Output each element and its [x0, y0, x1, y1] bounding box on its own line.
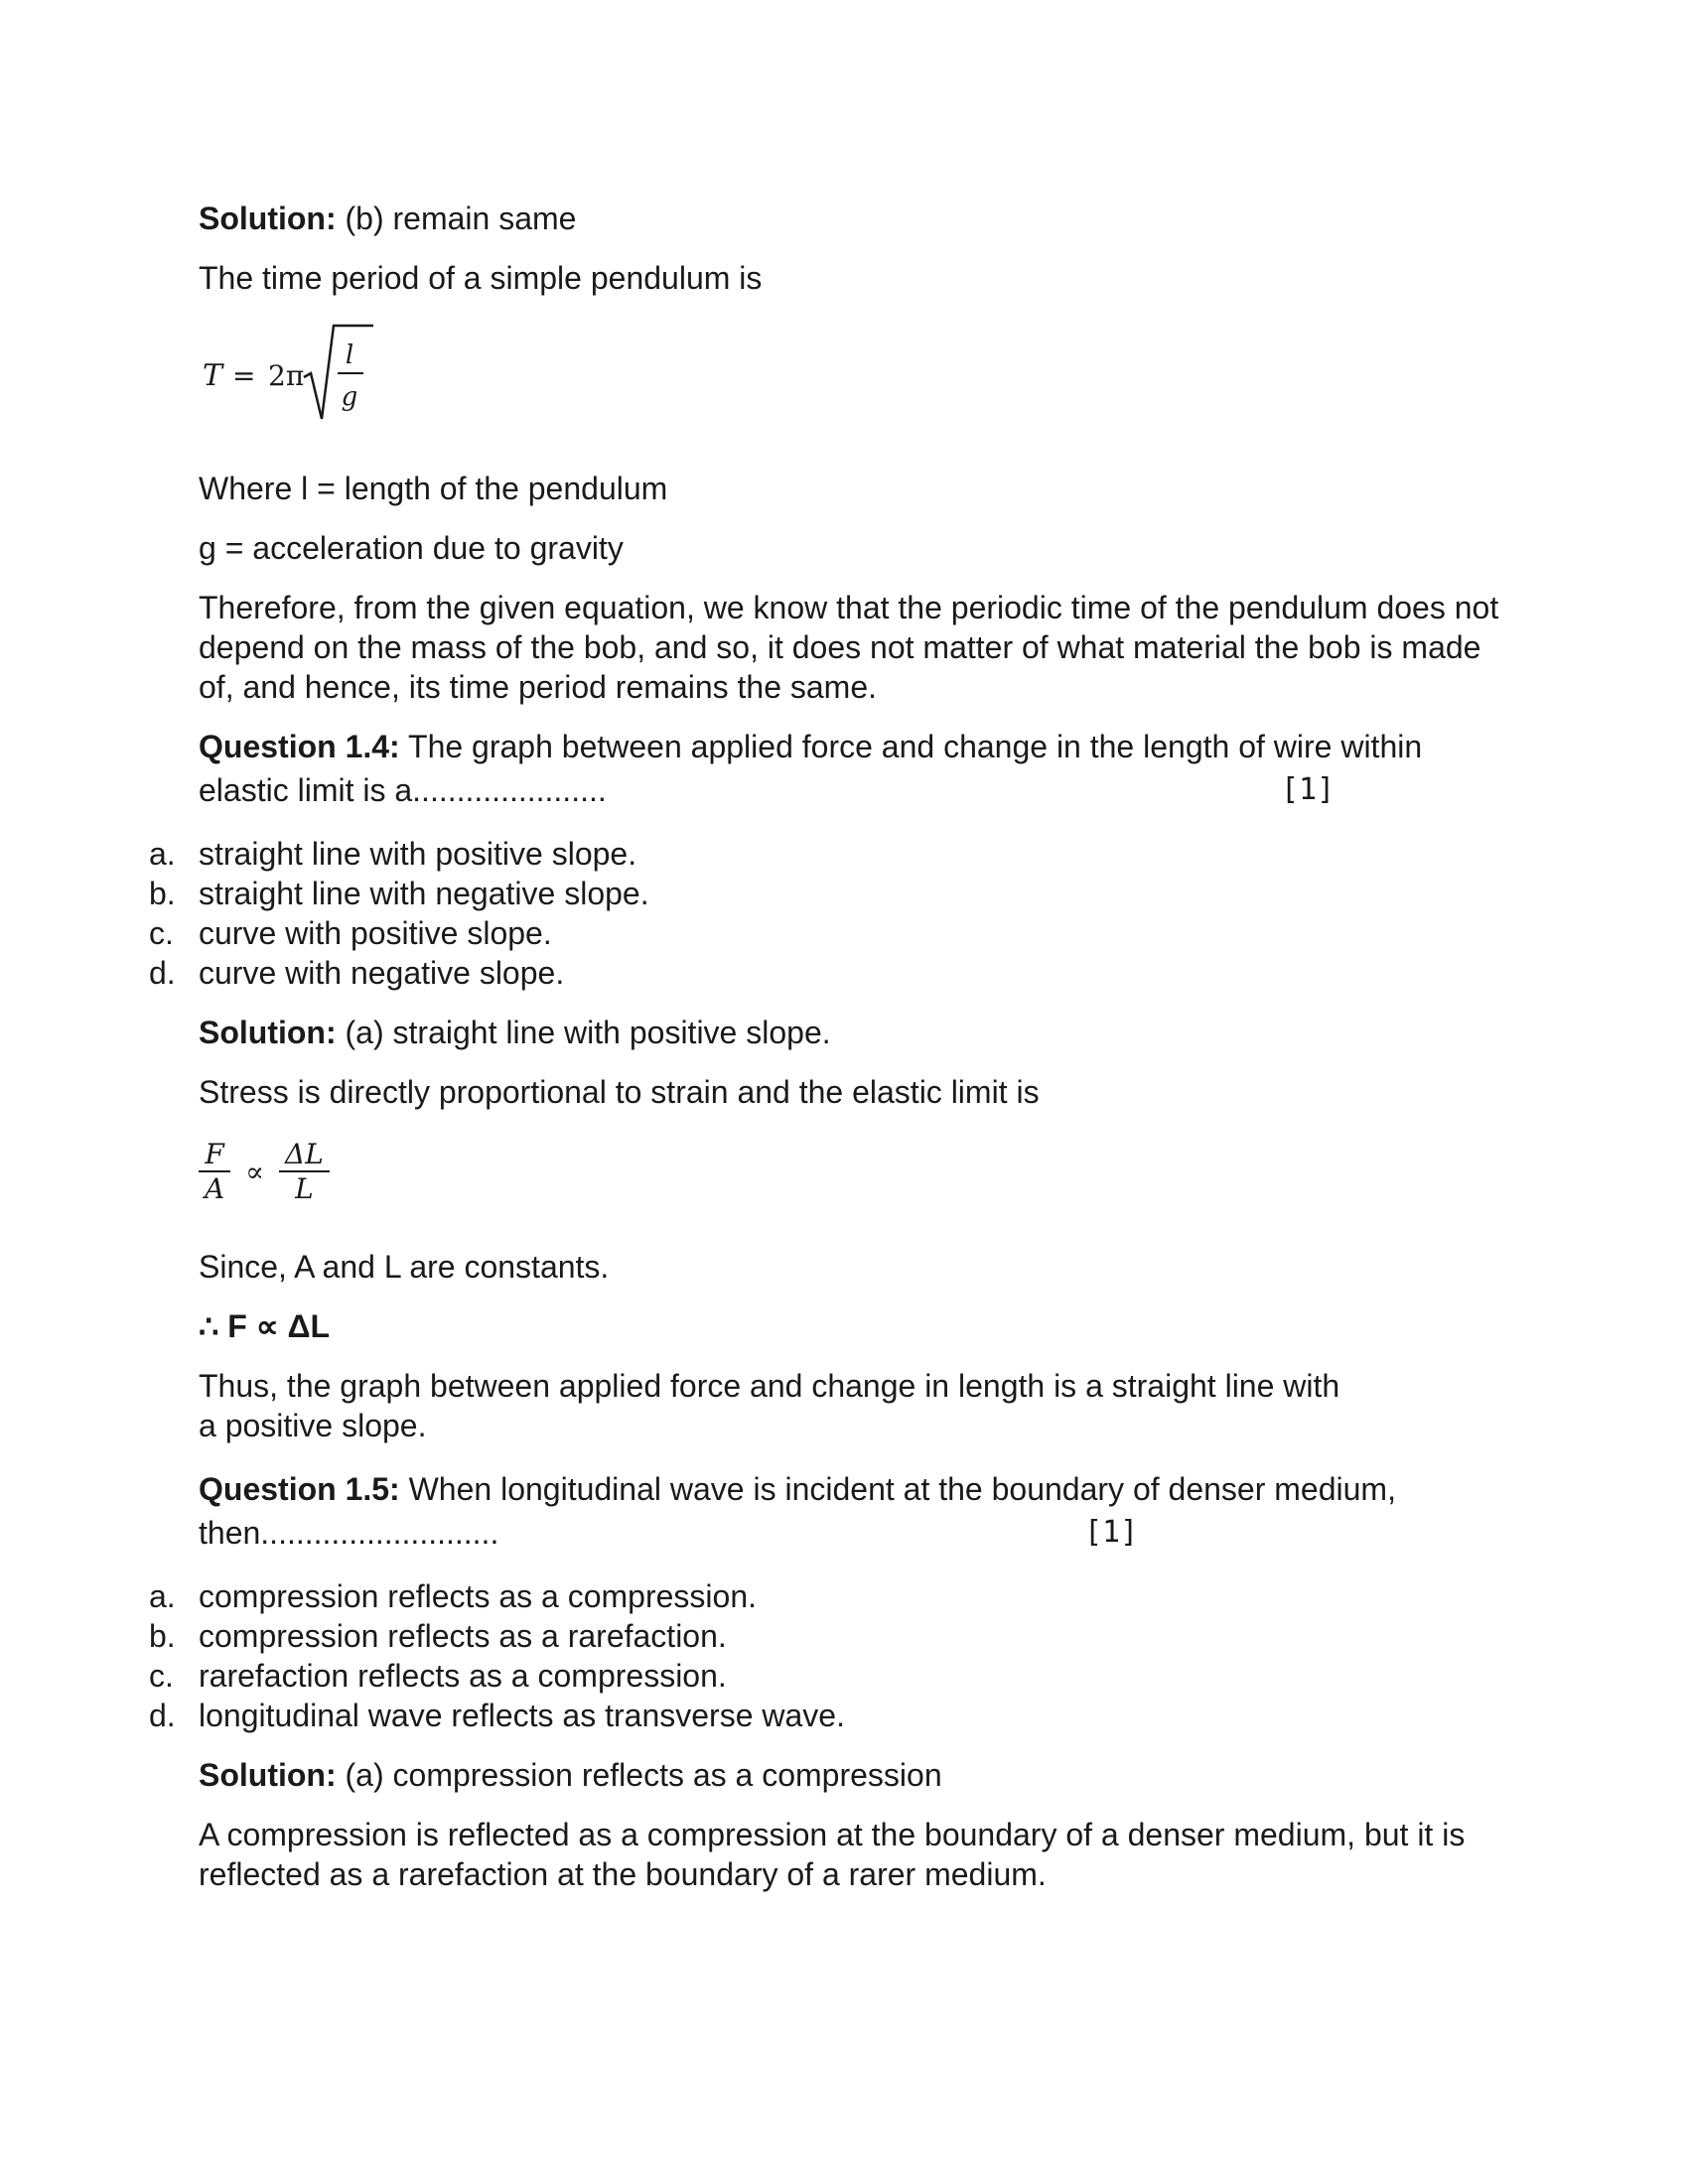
question-label: Question 1.5: [199, 1471, 400, 1507]
frac-num: F [205, 1138, 224, 1170]
option-letter: d. [149, 955, 176, 991]
option-text: curve with negative slope. [199, 955, 565, 991]
q14-explanation-3-line2: a positive slope. [199, 1408, 427, 1443]
where-l: Where l = length of the pendulum [199, 471, 668, 506]
q13-solution [199, 199, 1509, 238]
option-b [149, 874, 649, 913]
option-text: longitudinal wave reflects as transverse wave. [199, 1698, 845, 1733]
option-letter: a. [149, 836, 176, 872]
frac-den: L [295, 1172, 314, 1205]
pendulum-period-formula [199, 316, 397, 429]
question-1-5 [199, 1469, 1509, 1509]
formula-eq: = [232, 359, 256, 392]
option-letter: d. [149, 1698, 176, 1733]
q14-explanation-3-line1: Thus, the graph between applied force and change in length is a straight line with [199, 1368, 1340, 1404]
option-a [149, 834, 636, 874]
q13-explanation: Therefore, from the given equation, we know that the periodic time of the pendulum does not depend on the mass of the bob, and so, it does not matter of what material the bob is made of, and hence, its time period remains the same. [199, 590, 1499, 705]
stress-strain-formula [199, 1138, 330, 1205]
solution-label: Solution: [199, 1757, 337, 1793]
solution-answer: (a) compression reflects as a compression [336, 1757, 942, 1793]
option-letter: b. [149, 876, 176, 911]
option-text: rarefaction reflects as a compression. [199, 1658, 727, 1694]
q15-explanation: A compression is reflected as a compression at the boundary of a denser medium, but it is reflected as a rarefaction at the boundary of a rarer medium. [199, 1817, 1466, 1892]
option-text: curve with positive slope. [199, 915, 552, 951]
solution-answer: (a) straight line with positive slope. [336, 1015, 831, 1050]
question-text-line2: then........................... [199, 1515, 499, 1551]
formula-coef: 2π [268, 359, 305, 392]
frac-num: ΔL [285, 1138, 324, 1170]
q14-explanation-1: Stress is directly proportional to strain and the elastic limit is [199, 1074, 1040, 1110]
option-letter: c. [149, 1658, 174, 1694]
option-text: compression reflects as a rarefaction. [199, 1618, 727, 1654]
q14-solution [199, 1013, 1509, 1052]
option-letter: a. [149, 1578, 176, 1614]
deltaL-over-L [279, 1138, 330, 1205]
q13-intro: The time period of a simple pendulum is [199, 260, 763, 296]
option-c [149, 1656, 727, 1696]
marks-badge: [1] [1084, 1515, 1139, 1550]
frac-den: A [205, 1172, 225, 1205]
option-d [149, 953, 564, 993]
solution-label: Solution: [199, 201, 337, 236]
force-over-area [199, 1138, 230, 1205]
where-g: g = acceleration due to gravity [199, 530, 624, 566]
formula-lhs: T [203, 358, 223, 393]
option-a [149, 1576, 757, 1616]
proportional-symbol: ∝ [245, 1155, 265, 1188]
solution-label: Solution: [199, 1015, 337, 1050]
formula-num: l [345, 341, 354, 370]
option-text: straight line with negative slope. [199, 876, 649, 911]
marks-badge: [1] [1281, 772, 1336, 807]
question-1-4 [199, 727, 1509, 766]
option-letter: c. [149, 915, 174, 951]
formula-den: g [341, 382, 358, 412]
option-letter: b. [149, 1618, 176, 1654]
option-b [149, 1616, 727, 1656]
question-text-line1: The graph between applied force and change in the length of wire within [399, 729, 1423, 764]
option-text: straight line with positive slope. [199, 836, 637, 872]
q14-therefore: ∴ F ∝ ΔL [199, 1308, 330, 1344]
option-text: compression reflects as a compression. [199, 1578, 757, 1614]
question-text-line1: When longitudinal wave is incident at the boundary of denser medium, [399, 1471, 1396, 1507]
option-d [149, 1696, 845, 1735]
q15-solution [199, 1755, 1509, 1795]
option-c [149, 913, 552, 953]
q14-explanation-2: Since, A and L are constants. [199, 1249, 610, 1285]
solution-answer: (b) remain same [336, 201, 577, 236]
question-text-line2: elastic limit is a...................... [199, 772, 607, 808]
question-label: Question 1.4: [199, 729, 400, 764]
